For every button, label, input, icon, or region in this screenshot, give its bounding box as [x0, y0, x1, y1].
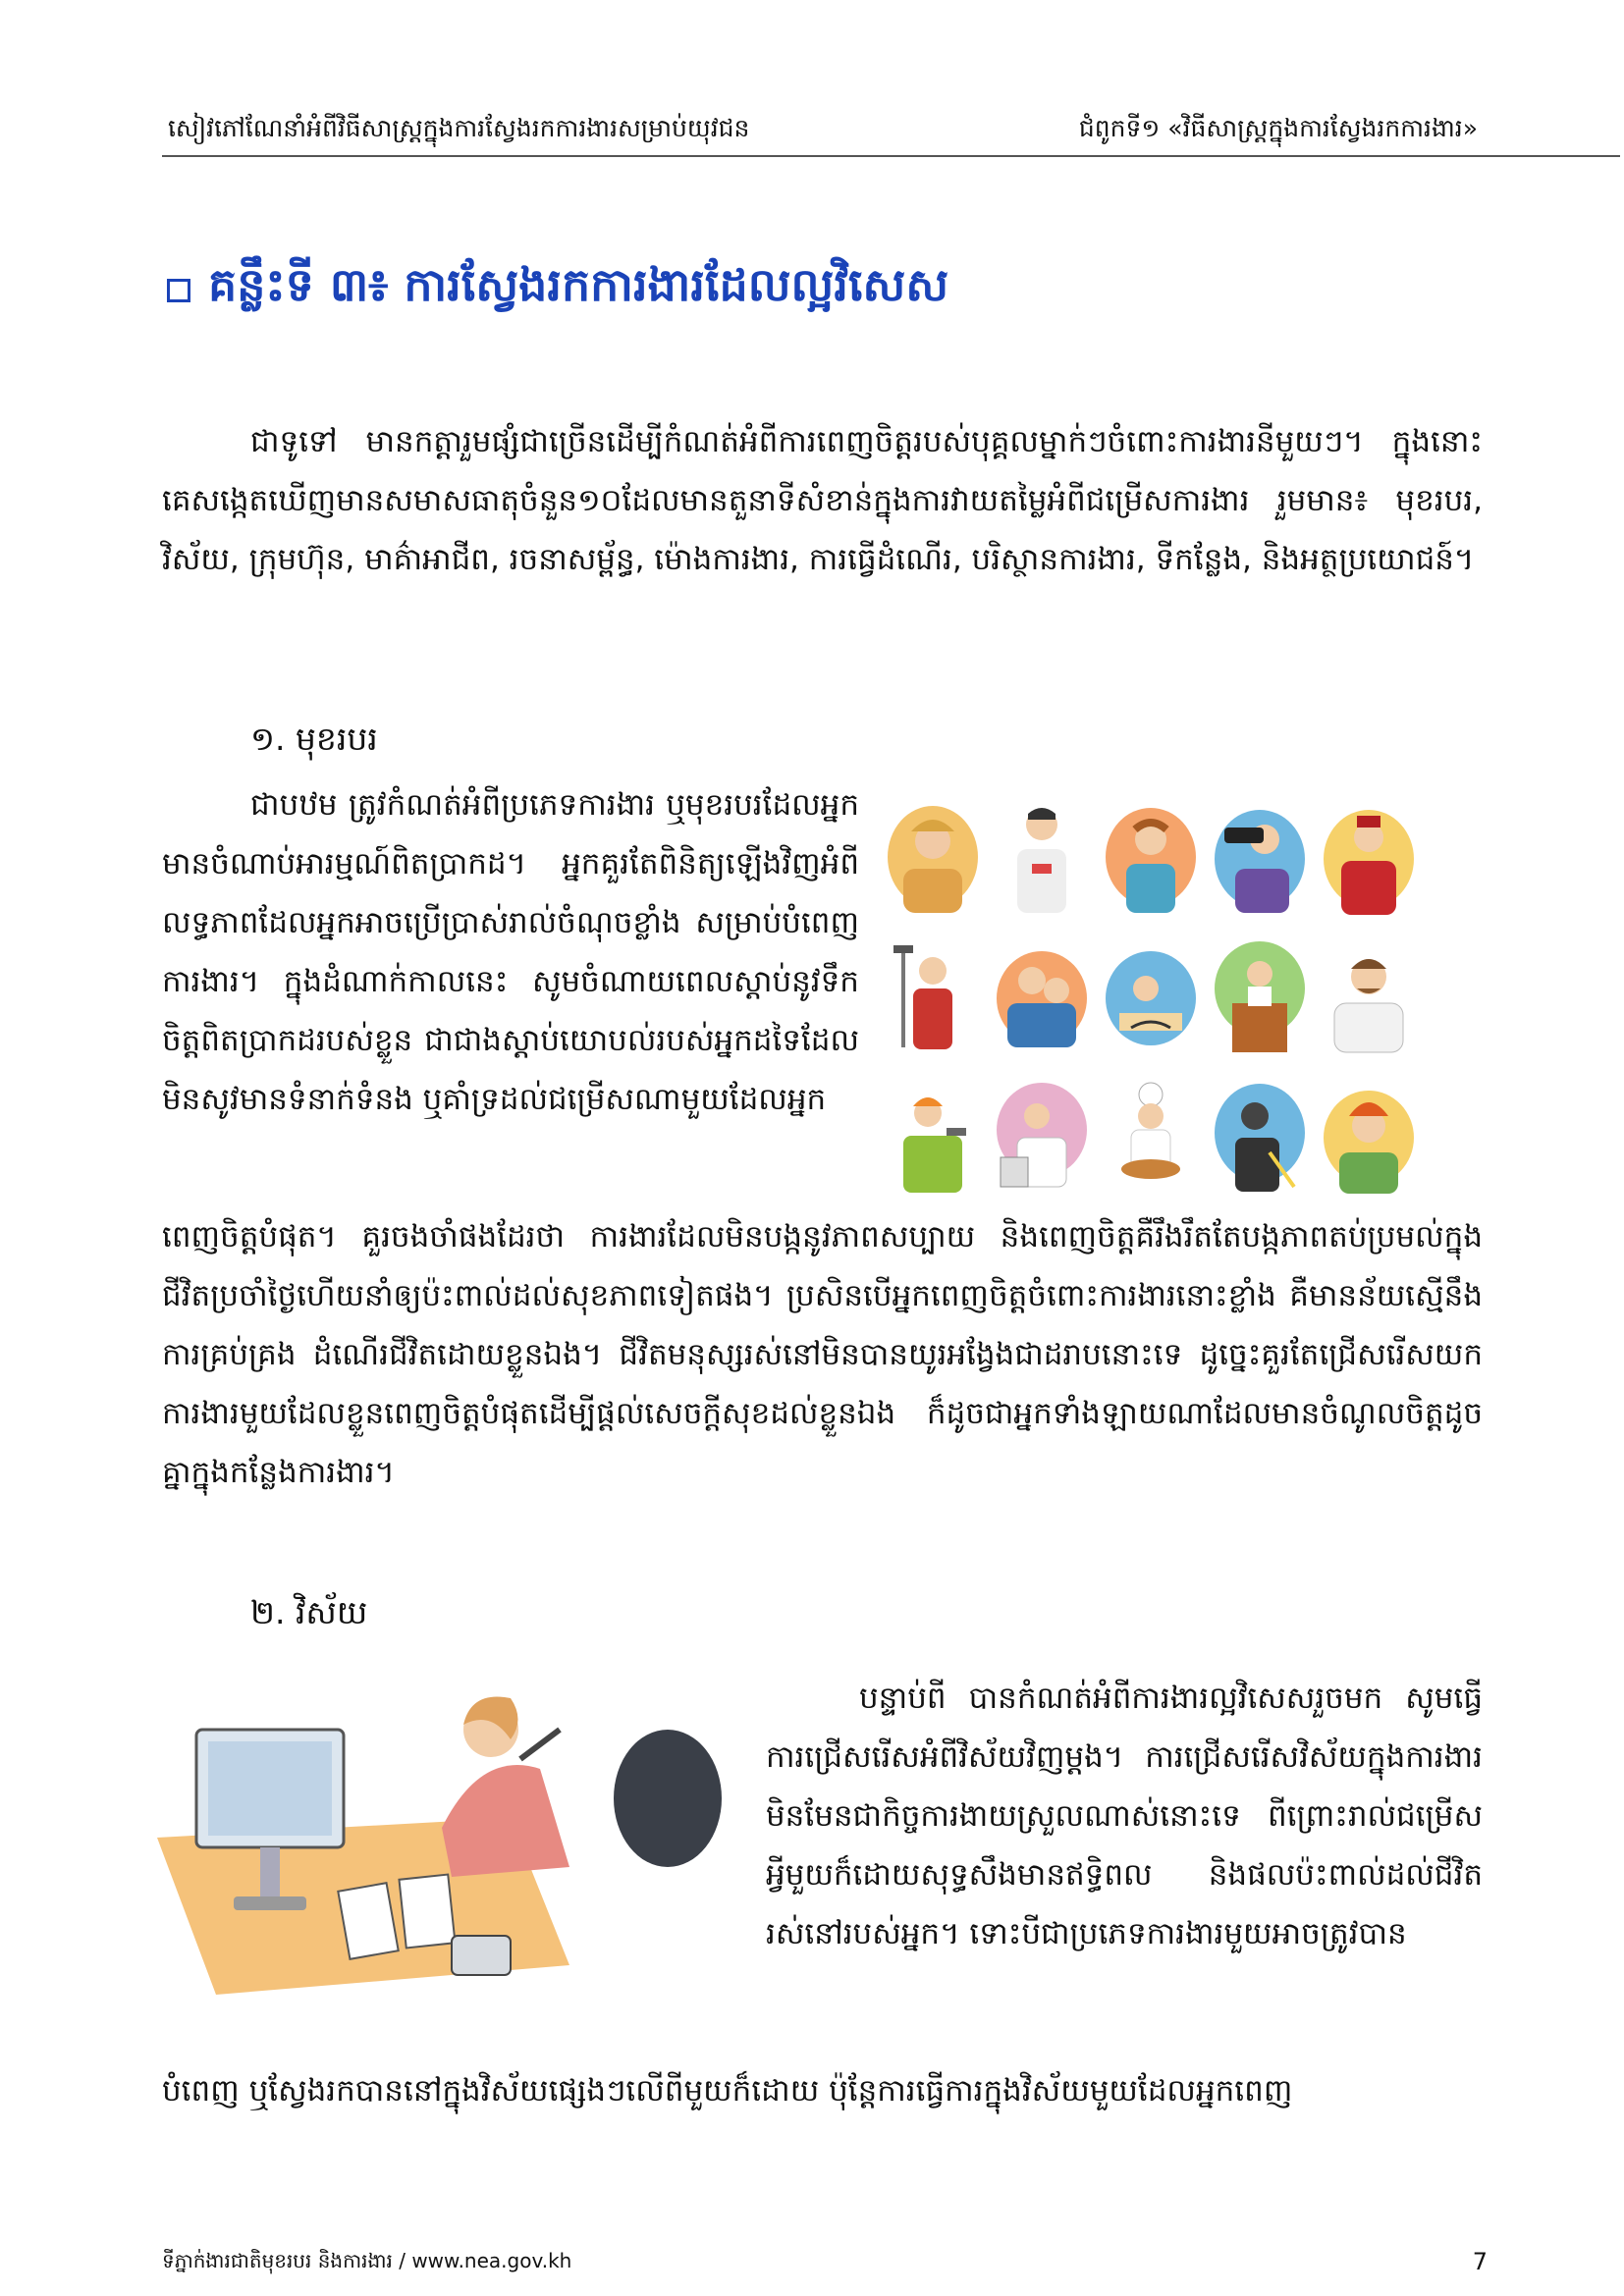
office-worker-illustration: [157, 1671, 766, 2004]
subsection-2-paragraph-b: បំពេញ ឬស្វែងរកបាននៅក្នុងវិស័យផ្សេងៗលើពីមួយក៏ដោយ ប៉ុន្តែការធ្វើការក្នុងវិស័យមួយដែលអ្នកពេញ: [162, 2073, 1293, 2109]
occupations-illustration-grid: [884, 780, 1418, 1197]
construction-worker-icon: [1320, 1059, 1418, 1197]
section-title-text: គន្លឹះទី ៣៖ ការស្វែងរកការងារដែលល្អវិសេស: [208, 258, 949, 311]
header-right-text: ជំពូកទី១ «វិធីសាស្ត្រក្នុងការស្វែងរកការងារ»: [1078, 114, 1478, 142]
intro-paragraph: ជាទូទៅ មានកត្តារួមផ្សំជាច្រើនដើម្បីកំណត់អំពីការពេញចិត្តរបស់បុគ្គលម្នាក់ៗចំពោះការងារនីមួយៗ។ ក្នុងនោះ គេសង្កេតឃើញមានសមាសធាតុចំនួន១០ដែលមានតួនាទីសំខាន់ក្នុងការវាយតម្លៃអំពីជម្រើសការងារ រួមមាន៖ មុខរបរ, វិស័យ, ក្រុមហ៊ុន, មាគ៌ាអាជីព, រចនាសម្ព័ន្ធ, ម៉ោងការងារ, ការធ្វើដំណើរ, បរិស្ថានការងារ, ទីកន្លែង, និងអត្ថប្រយោជន៍។: [162, 424, 1483, 577]
page-footer: [162, 2248, 1488, 2277]
subsection-1-paragraph-a: ជាបឋម ត្រូវកំណត់អំពីប្រភេទការងារ ឬមុខរបរដែលអ្នកមានចំណាប់អារម្មណ៍ពិតប្រាកដ។ អ្នកគួរតែពិនិត្យឡើងវិញអំពីលទ្ធភាពដែលអ្នកអាចប្រើប្រាស់រាល់ចំណុចខ្លាំង សម្រាប់បំពេញការងារ។ ក្នុងដំណាក់កាលនេះ សូមចំណាយពេលស្តាប់នូវទឹកចិត្តពិតប្រាកដរបស់ខ្លួន ជាជាងស្តាប់យោបល់របស់អ្នកដទៃដែលមិនសូវមានទំនាក់ទំនង ឬគាំទ្រដល់ជម្រើសណាមួយដែលអ្នក: [162, 787, 859, 1117]
subsection-2-heading: ២. វិស័យ: [250, 1593, 368, 1631]
barber-icon: [993, 920, 1091, 1057]
waitress-icon: [1102, 780, 1200, 918]
photographer-icon: [1211, 780, 1309, 918]
footer-text: ទីភ្នាក់ងារជាតិមុខរបរ និងការងារ / www.nea.gov.kh: [162, 2249, 572, 2272]
doorman-icon: [1320, 780, 1418, 918]
header-left-text: សៀវភៅណែនាំអំពីវិធីសាស្ត្រក្នុងការស្វែងរកការងារសម្រាប់យុវជន: [168, 114, 750, 142]
nurse-icon: [993, 780, 1091, 918]
builder-icon: [884, 1059, 982, 1197]
subsection-2-paragraph-a: បន្ទាប់ពី បានកំណត់អំពីការងារល្អវិសេសរួចមក សូមធ្វើការជ្រើសរើសអំពីវិស័យវិញម្តង។ ការជ្រើសរើសវិស័យក្នុងការងារ មិនមែនជាកិច្ចការងាយស្រួលណាស់នោះទេ ពីព្រោះរាល់ជម្រើសអ្វីមួយក៏ដោយសុទ្ធសឹងមានឥទ្ធិពល និងផលប៉ះពាល់ដល់ជីវិតរស់នៅរបស់អ្នក។ ទោះបីជាប្រភេទការងារមួយអាចត្រូវបាន: [766, 1681, 1483, 1951]
firefighter-icon: [884, 780, 982, 918]
page-number: 7: [1472, 2248, 1488, 2275]
subsection-1-paragraph-b: ពេញចិត្តបំផុត។ គួរចងចាំផងដែរថា ការងារដែលមិនបង្កនូវភាពសប្បាយ និងពេញចិត្តគឺរឹងរឹតតែបង្កភាពតប់ប្រមល់ក្នុងជីវិតប្រចាំថ្ងៃហើយនាំឲ្យប៉ះពាល់ដល់សុខភាពទៀតផង។ ប្រសិនបើអ្នកពេញចិត្តចំពោះការងារនោះខ្លាំង គឺមានន័យស្មើនឹងការគ្រប់គ្រង ដំណើរជីវិតដោយខ្លួនឯង។ ជីវិតមនុស្សរស់នៅមិនបានយូរអង្វែងជាដរាបនោះទេ ដូច្នេះគួរតែជ្រើសរើសយកការងារមួយដែលខ្លួនពេញចិត្តបំផុតដើម្បីផ្តល់សេចក្តីសុខដល់ខ្លួនឯង ក៏ដូចជាអ្នកទាំងឡាយណាដែលមានចំណូលចិត្តដូចគ្នាក្នុងកន្លែងការងារ។: [162, 1219, 1483, 1490]
doctor-icon: [1320, 920, 1418, 1057]
section-title: [167, 257, 948, 323]
gardener-icon: [884, 920, 982, 1057]
welder-icon: [1211, 1059, 1309, 1197]
lab-worker-icon: [993, 1059, 1091, 1197]
checkbox-icon: [167, 279, 190, 302]
page-header: [162, 106, 1620, 157]
subsection-1-heading: ១. មុខរបរ: [250, 720, 378, 758]
fisherman-icon: [1102, 920, 1200, 1057]
speaker-icon: [1211, 920, 1309, 1057]
chef-icon: [1102, 1059, 1200, 1197]
